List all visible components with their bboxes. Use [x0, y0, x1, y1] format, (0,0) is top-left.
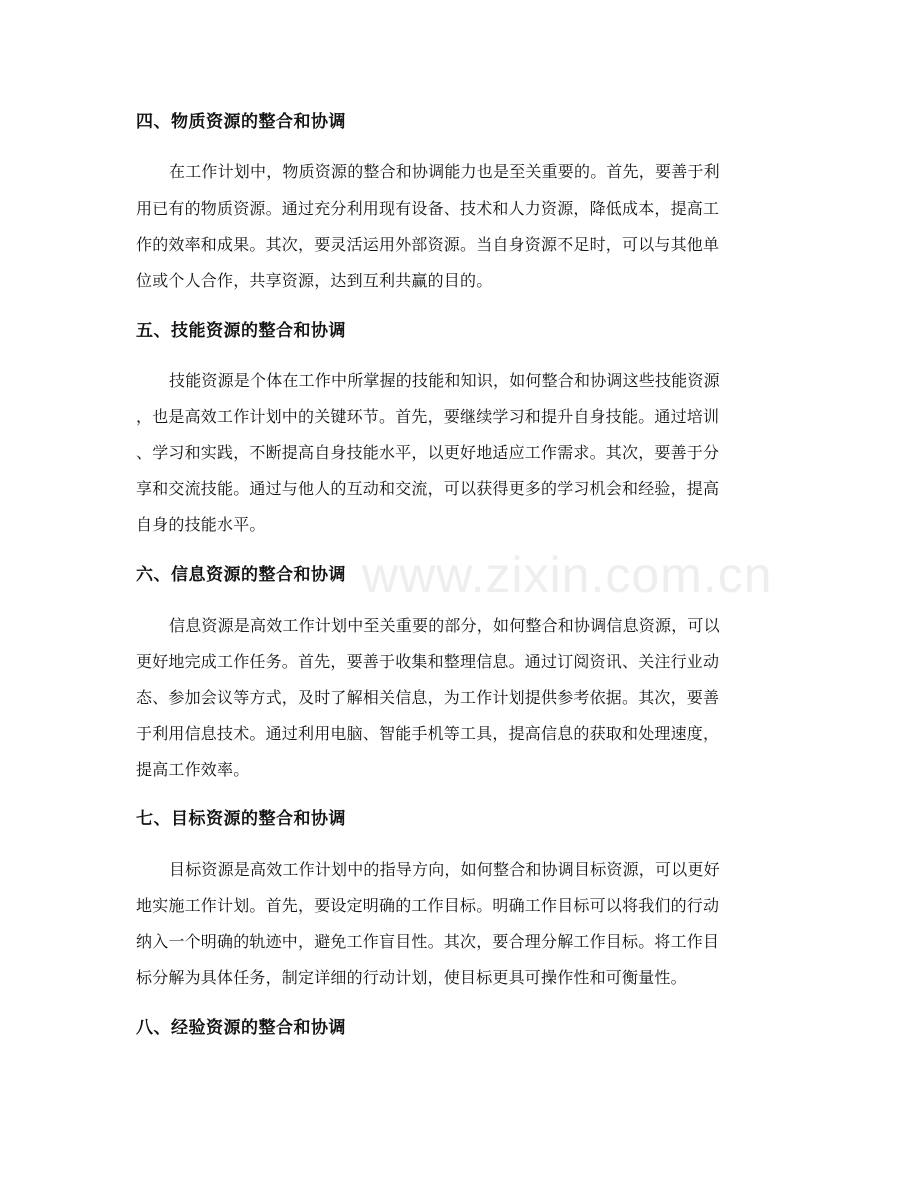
paragraph-line: ，也是高效工作计划中的关键环节。首先，要继续学习和提升自身技能。通过培训 [136, 407, 720, 426]
paragraph-line: 、学习和实践，不断提高自身技能水平，以更好地适应工作需求。其次，要善于分 [136, 443, 720, 462]
paragraph-line: 更好地完成工作任务。首先，要善于收集和整理信息。通过订阅资讯、关注行业动 [136, 652, 720, 671]
paragraph-line: 态、参加会议等方式，及时了解相关信息，为工作计划提供参考依据。其次，要善 [136, 688, 720, 707]
section-heading-5: 五、技能资源的整合和协调 [136, 321, 346, 341]
paragraph-line: 享和交流技能。通过与他人的互动和交流，可以获得更多的学习机会和经验，提高 [136, 479, 720, 498]
watermark: www.zixin.com.cn [362, 547, 773, 603]
paragraph-line: 信息资源是高效工作计划中至关重要的部分，如何整合和协调信息资源，可以 [169, 616, 720, 635]
paragraph-line: 地实施工作计划。首先，要设定明确的工作目标。明确工作目标可以将我们的行动 [136, 896, 720, 915]
paragraph-line: 于利用信息技术。通过利用电脑、智能手机等工具，提高信息的获取和处理速度， [136, 724, 720, 743]
section-heading-4: 四、物质资源的整合和协调 [136, 112, 346, 132]
section-heading-8: 八、经验资源的整合和协调 [136, 1018, 346, 1038]
paragraph-line: 纳入一个明确的轨迹中，避免工作盲目性。其次，要合理分解工作目标。将工作目 [136, 932, 720, 951]
paragraph-line: 标分解为具体任务，制定详细的行动计划，使目标更具可操作性和可衡量性。 [136, 968, 687, 987]
paragraph-line: 技能资源是个体在工作中所掌握的技能和知识，如何整合和协调这些技能资源 [169, 371, 720, 390]
paragraph-line: 位或个人合作，共享资源，达到互利共赢的目的。 [136, 271, 493, 290]
section-heading-7: 七、目标资源的整合和协调 [136, 809, 346, 829]
paragraph-line: 用已有的物质资源。通过充分利用现有设备、技术和人力资源，降低成本，提高工 [136, 199, 720, 218]
section-heading-6: 六、信息资源的整合和协调 [136, 565, 346, 585]
paragraph-line: 在工作计划中，物质资源的整合和协调能力也是至关重要的。首先，要善于利 [169, 162, 720, 181]
paragraph-line: 作的效率和成果。其次，要灵活运用外部资源。当自身资源不足时，可以与其他单 [136, 235, 720, 254]
paragraph-line: 提高工作效率。 [136, 760, 250, 779]
paragraph-line: 目标资源是高效工作计划中的指导方向，如何整合和协调目标资源，可以更好 [169, 860, 720, 879]
paragraph-line: 自身的技能水平。 [136, 515, 266, 534]
